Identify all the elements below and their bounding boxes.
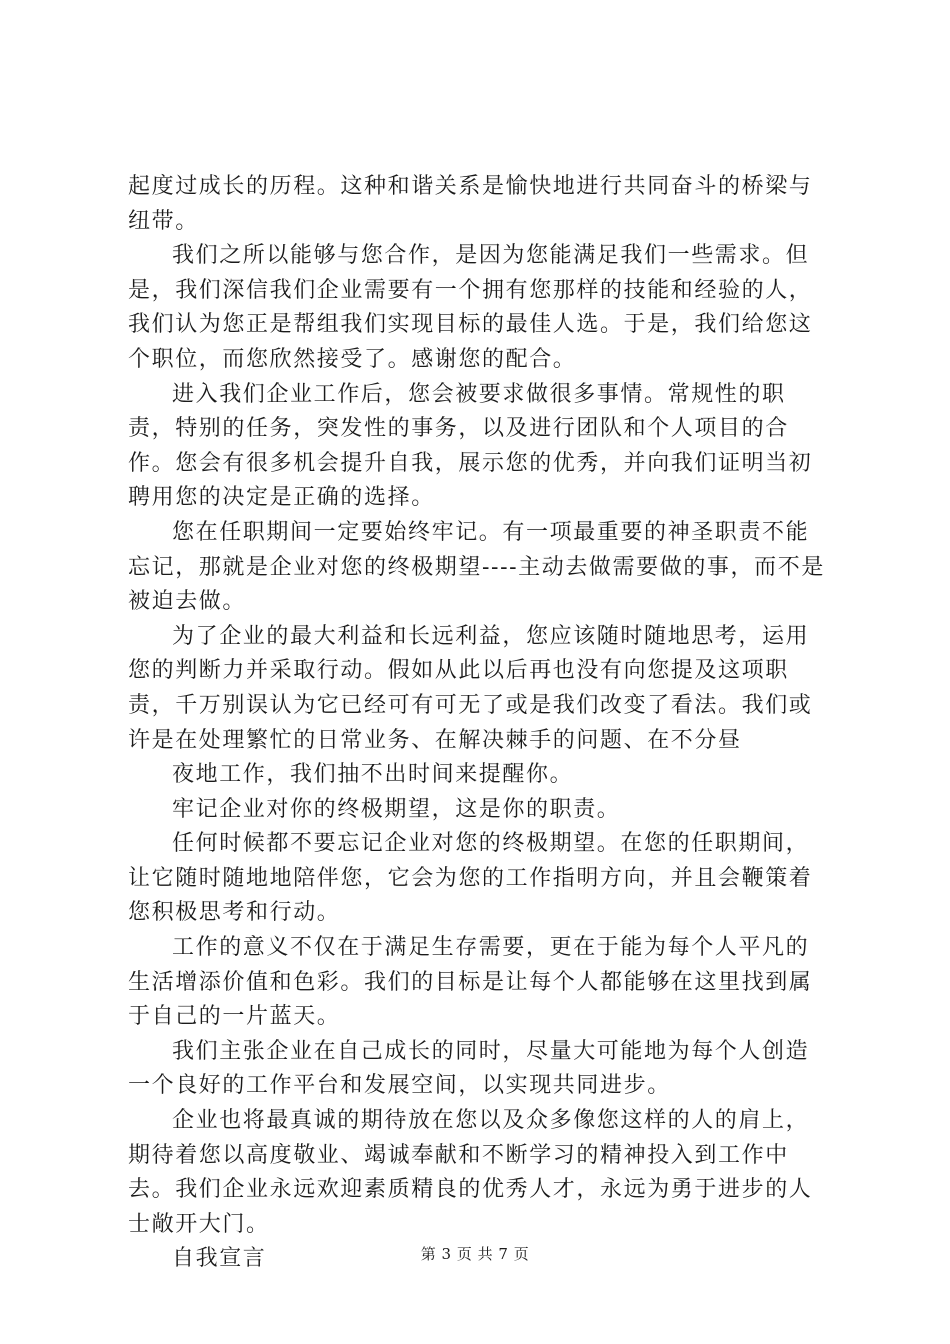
paragraph: 我们之所以能够与您合作，是因为您能满足我们一些需求。但是，我们深信我们企业需要有一个拥有您那样的技能和经验的人，我们认为您正是帮组我们实现目标的最佳人选。于是，我们给您这个职位，而您欣然接受了。感谢您的配合。 (128, 243, 813, 372)
paragraph: 您在任职期间一定要始终牢记。有一项最重要的神圣职责不能忘记，那就是企业对您的终极期望----主动去做需要做的事，而不是被迫去做。 (128, 519, 825, 615)
paragraph: 进入我们企业工作后，您会被要求做很多事情。常规性的职责，特别的任务，突发性的事务，以及进行团队和个人项目的合作。您会有很多机会提升自我，展示您的优秀，并向我们证明当初聘用您的决定是正确的选择。 (128, 381, 813, 511)
document-body (128, 170, 832, 1277)
paragraph: 为了企业的最大利益和长远利益，您应该随时随地思考，运用您的判断力并采取行动。假如从此以后再也没有向您提及这项职责，千万别误认为它已经可有可无了或是我们改变了看法。我们或许是在处理繁忙的日常业务、在解决棘手的问题、在不分昼 (128, 623, 813, 753)
paragraph: 牢记企业对你的终极期望，这是你的职责。 (172, 796, 621, 822)
paragraph: 夜地工作，我们抽不出时间来提醒你。 (172, 762, 574, 788)
paragraph: 任何时候都不要忘记企业对您的终极期望。在您的任职期间，让它随时随地地陪伴您，它会为您的工作指明方向，并且会鞭策着您积极思考和行动。 (128, 831, 813, 926)
paragraph-continuation: 起度过成长的历程。这种和谐关系是愉快地进行共同奋斗的桥梁与纽带。 (128, 174, 813, 234)
page-number-footer: 第 3 页 共 7 页 (420, 1245, 530, 1263)
section-heading: 自我宣言 (172, 1246, 267, 1272)
paragraph: 企业也将最真诚的期待放在您以及众多像您这样的人的肩上，期待着您以高度敬业、竭诚奉献和不断学习的精神投入到工作中去。我们企业永远欢迎素质精良的优秀人才，永远为勇于进步的人士敞开大门。 (128, 1108, 813, 1237)
paragraph: 我们主张企业在自己成长的同时，尽量大可能地为每个人创造一个良好的工作平台和发展空间，以实现共同进步。 (128, 1038, 810, 1099)
paragraph: 工作的意义不仅在于满足生存需要，更在于能为每个人平凡的生活增添价值和色彩。我们的目标是让每个人都能够在这里找到属于自己的一片蓝天。 (128, 935, 813, 1030)
